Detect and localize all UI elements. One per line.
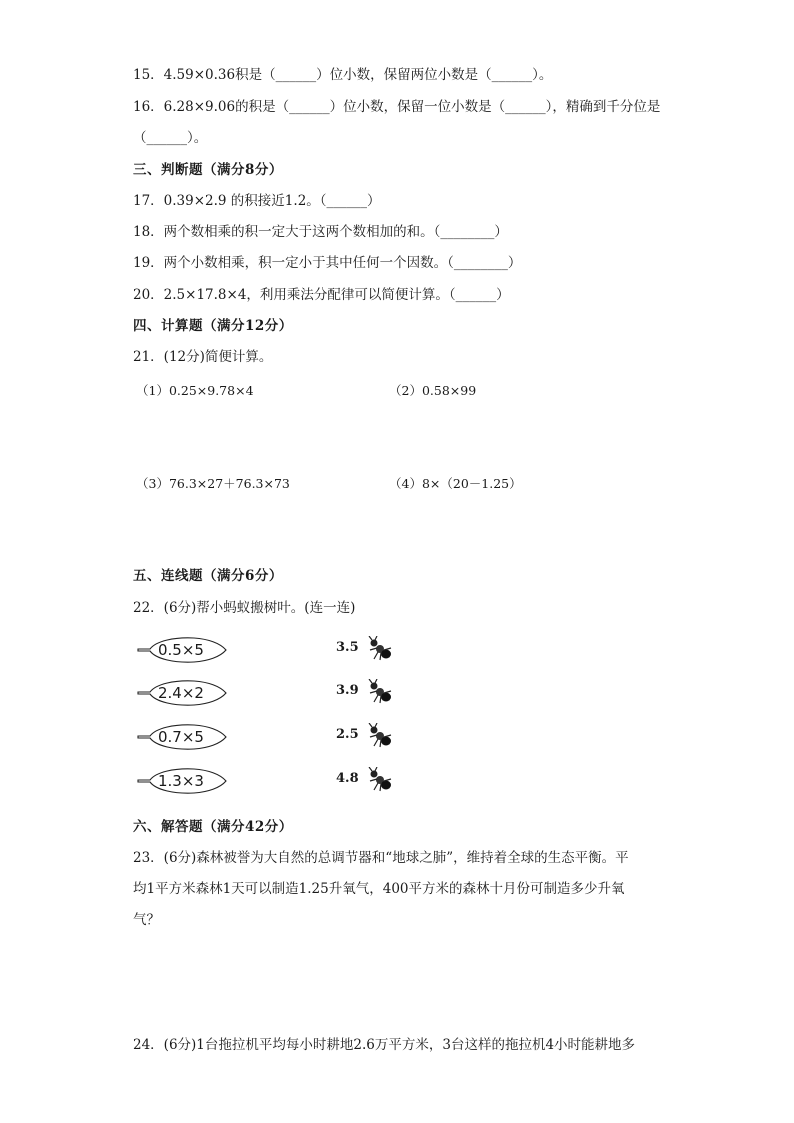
q16-line1: 16．6.28×9.06的积是（______）位小数，保留一位小数是（______），精确到千分位是: [133, 99, 661, 115]
q23-line3: 气？: [133, 912, 160, 928]
q15: 15．4.59×0.36积是（______）位小数，保留两位小数是（______）。: [133, 67, 553, 83]
calc-part-2: （2）0.58×99: [389, 383, 477, 398]
q17: 17．0.39×2.9 的积接近1.2。（______）: [133, 193, 381, 209]
leaf-label: 2.4×2: [158, 684, 204, 702]
section-calc-heading: 四、计算题（满分12分）: [133, 318, 293, 334]
leaf-item[interactable]: [136, 678, 228, 708]
section-judge-heading: 三、判断题（满分8分）: [133, 162, 283, 178]
ant-value: 3.9: [336, 683, 359, 698]
q23-line1: 23．(6分)森林被誉为大自然的总调节器和“地球之肺”，维持着全球的生态平衡。平: [133, 850, 629, 866]
ant-icon: [365, 723, 393, 749]
q16-line2: （______）。: [133, 130, 208, 146]
q18: 18．两个数相乘的积一定大于这两个数相加的和。（________）: [133, 224, 508, 240]
leaf-item[interactable]: [136, 766, 228, 796]
section-match-heading: 五、连线题（满分6分）: [133, 568, 283, 584]
leaf-label: 0.7×5: [158, 728, 204, 746]
q24-line1: 24．(6分)1台拖拉机平均每小时耕地2.6万平方米，3台这样的拖拉机4小时能耕地多: [133, 1037, 636, 1053]
calc-part-1: （1）0.25×9.78×4: [136, 383, 254, 398]
leaf-item[interactable]: [136, 635, 228, 665]
ant-icon: [365, 767, 393, 793]
q20: 20．2.5×17.8×4，利用乘法分配律可以简便计算。（______）: [133, 287, 510, 303]
calc-part-3: （3）76.3×27＋76.3×73: [136, 476, 290, 491]
ant-value: 3.5: [336, 640, 359, 655]
ant-icon: [365, 636, 393, 662]
q19: 19．两个小数相乘，积一定小于其中任何一个因数。（________）: [133, 255, 522, 271]
calc-part-4: （4）8×（20－1.25）: [389, 476, 522, 491]
q23-line2: 均1平方米森林1天可以制造1.25升氧气，400平方米的森林十月份可制造多少升氧: [133, 881, 625, 897]
q22: 22．(6分)帮小蚂蚁搬树叶。(连一连): [133, 600, 356, 616]
ant-value: 2.5: [336, 727, 359, 742]
leaf-label: 1.3×3: [158, 772, 204, 790]
ant-icon: [365, 679, 393, 705]
leaf-label: 0.5×5: [158, 641, 204, 659]
q21: 21．(12分)简便计算。: [133, 349, 273, 365]
ant-value: 4.8: [336, 771, 359, 786]
leaf-item[interactable]: [136, 722, 228, 752]
section-answer-heading: 六、解答题（满分42分）: [133, 819, 293, 835]
